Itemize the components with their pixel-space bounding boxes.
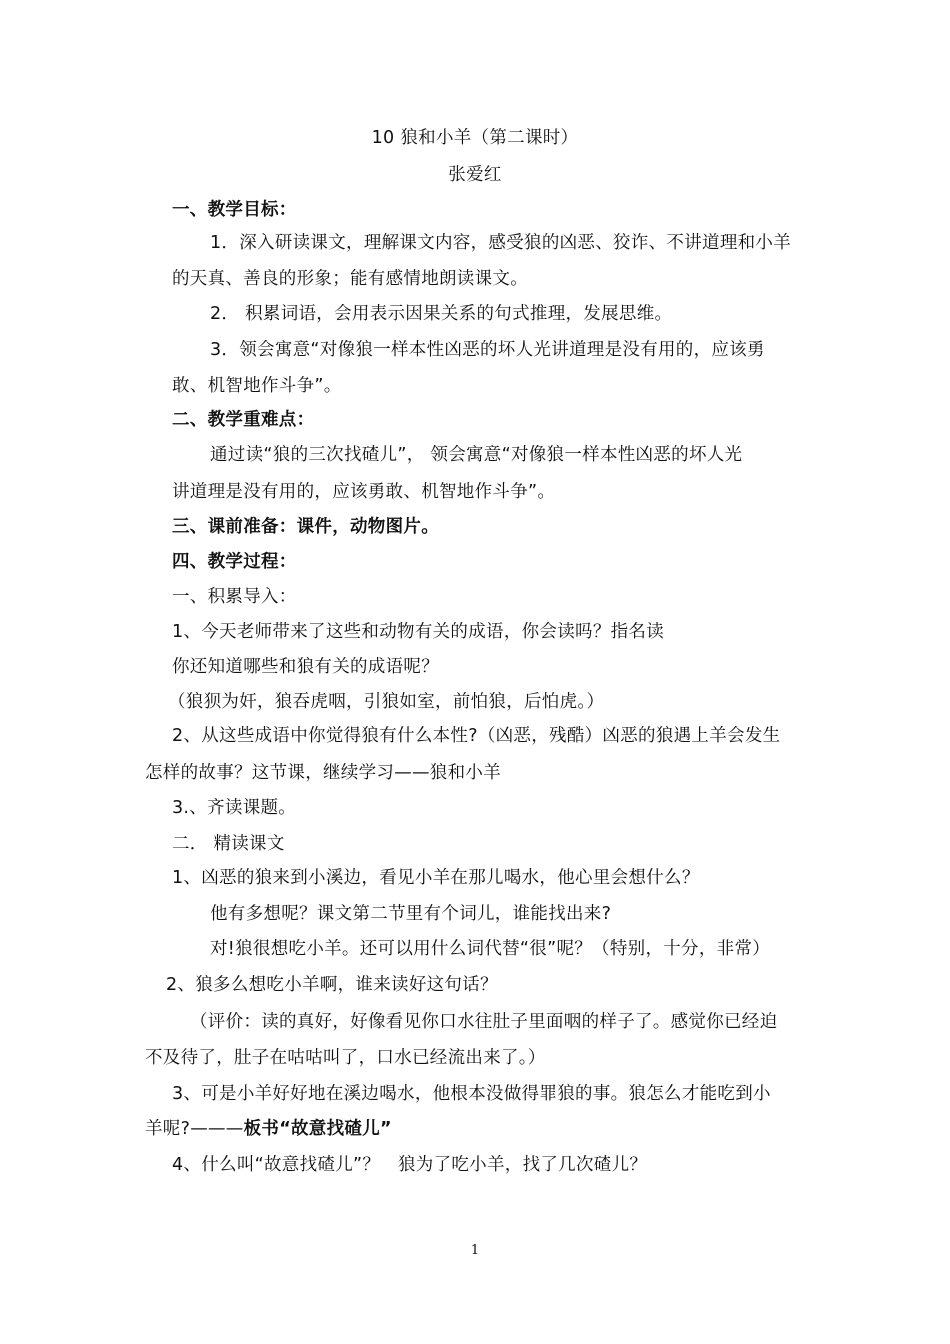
paragraph-line: 不及待了，肚子在咕咕叫了，口水已经流出来了。） <box>145 1048 546 1068</box>
paragraph-line: 1、凶恶的狼来到小溪边，看见小羊在那儿喝水，他心里会想什么？ <box>172 868 700 888</box>
document-title: 10 狼和小羊（第二课时） <box>371 128 579 148</box>
section-heading-preparation: 三、课前准备：课件，动物图片。 <box>172 517 439 537</box>
paragraph-line: 他有多想呢？课文第二节里有个词儿，谁能找出来? <box>210 904 612 924</box>
paragraph-line: 2． 积累词语，会用表示因果关系的句式推理，发展思维。 <box>210 304 673 324</box>
section-heading-objectives: 一、教学目标： <box>172 200 297 220</box>
paragraph-line: 敢、机智地作斗争”。 <box>172 376 342 396</box>
paragraph-line: 一、积累导入： <box>172 587 297 607</box>
paragraph-line: 1．深入研读课文，理解课文内容，感受狼的凶恶、狡诈、不讲道理和小羊 <box>210 233 792 253</box>
paragraph-text: 羊呢?——— <box>145 1119 244 1139</box>
paragraph-line <box>145 1117 392 1141</box>
section-heading-key-points: 二、教学重难点： <box>172 410 315 430</box>
section-heading-process: 四、教学过程： <box>172 552 297 572</box>
paragraph-line: 3.、齐读课题。 <box>172 798 297 818</box>
paragraph-line: 4、什么叫“故意找碴儿”？ 狼为了吃小羊，找了几次碴儿？ <box>172 1155 648 1175</box>
paragraph-line: （狼狈为奸，狼吞虎咽，引狼如室，前怕狼，后怕虎。） <box>168 692 605 712</box>
paragraph-line: 3、可是小羊好好地在溪边喝水，他根本没做得罪狼的事。狼怎么才能吃到小 <box>172 1084 771 1104</box>
paragraph-line: 1、今天老师带来了这些和动物有关的成语，你会读吗？指名读 <box>172 622 665 642</box>
paragraph-line: 2、狼多么想吃小羊啊，谁来读好这句话？ <box>166 975 498 995</box>
document-author: 张爱红 <box>448 165 502 185</box>
page-number: 1 <box>470 1243 480 1258</box>
paragraph-line: 3．领会寓意“对像狼一样本性凶恶的坏人光讲道理是没有用的，应该勇 <box>210 340 765 360</box>
paragraph-line: （评价：读的真好，好像看见你口水往肚子里面咽的样子了。感觉你已经迫 <box>190 1012 778 1032</box>
paragraph-line: 通过读“狼的三次找碴儿”， 领会寓意“对像狼一样本性凶恶的坏人光 <box>210 445 743 465</box>
paragraph-line: 怎样的故事？这节课，继续学习——狼和小羊 <box>145 763 501 783</box>
paragraph-line: 你还知道哪些和狼有关的成语呢？ <box>172 657 439 677</box>
paragraph-line: 二． 精读课文 <box>172 834 285 854</box>
paragraph-line: 2、从这些成语中你觉得狼有什么本性?（凶恶，残酷）凶恶的狼遇上羊会发生 <box>172 726 781 746</box>
paragraph-line: 对!狼很想吃小羊。还可以用什么词代替“很”呢？（特别，十分，非常） <box>210 939 771 959</box>
board-note-bold: 板书“故意找碴儿” <box>243 1119 392 1139</box>
paragraph-line: 的天真、善良的形象；能有感情地朗读课文。 <box>172 269 528 289</box>
paragraph-line: 讲道理是没有用的，应该勇敢、机智地作斗争”。 <box>172 482 556 502</box>
